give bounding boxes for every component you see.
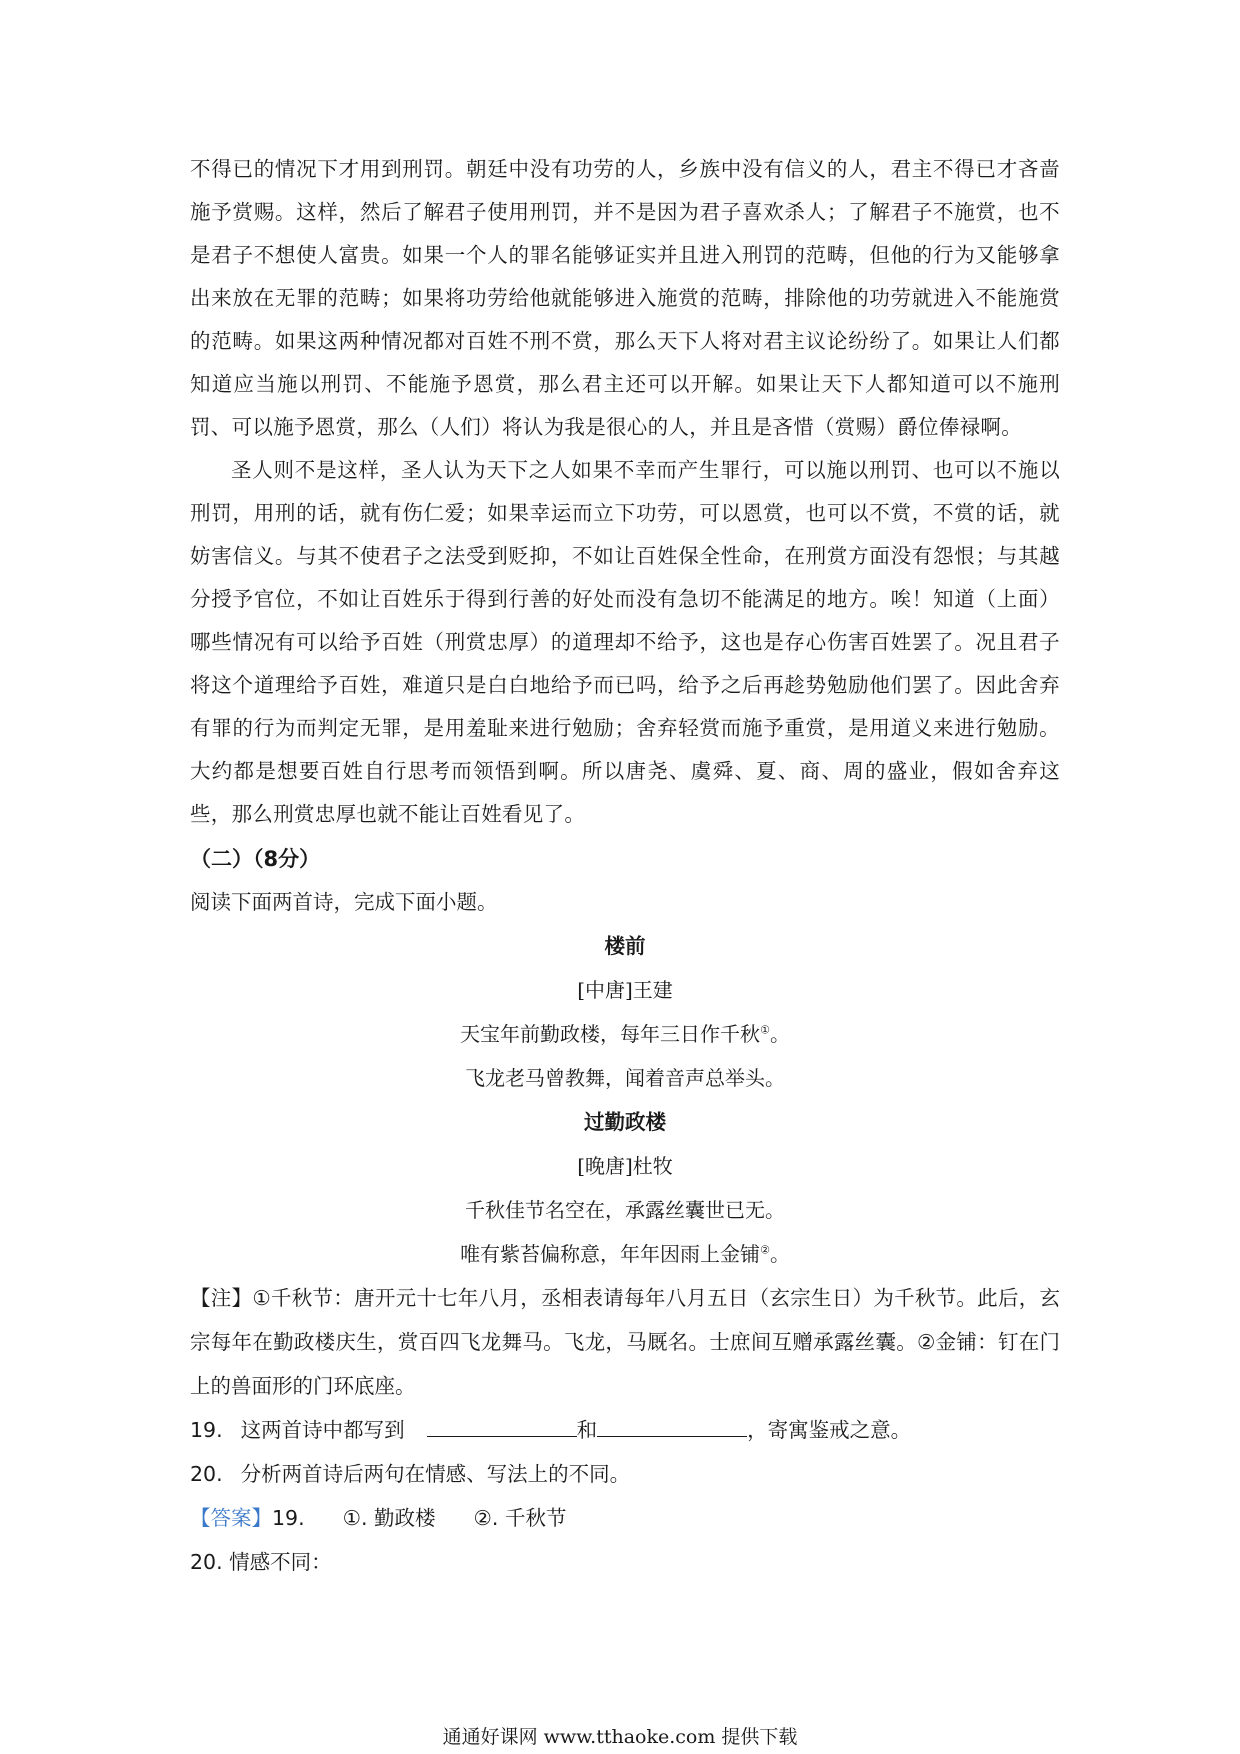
poem-line: 天宝年前勤政楼，每年三日作千秋①。 xyxy=(460,1022,790,1046)
answer-blank xyxy=(597,1416,747,1437)
prose-paragraph-2: 圣人则不是这样，圣人认为天下之人如果不幸而产生罪行，可以施以刑罚、也可以不施以刑罚，用刑的话，就有伤仁爱；如果幸运而立下功劳，可以恩赏，也可以不赏，不赏的话，就妨害信义。与其不使君子之法受到贬抑，不如让百姓保全性命，在刑赏方面没有怨恨；与其越分授予官位，不如让百姓乐于得到行善的好处而没有急切不能满足的地方。唉！知道（上面）哪些情况有可以给予百姓（刑赏忠厚）的道理却不给予，这也是存心伤害百姓罢了。况且君子将这个道理给予百姓，难道只是白白地给予而已吗，给予之后再趁势勉励他们罢了。因此舍弃有罪的行为而判定无罪，是用羞耻来进行勉励；舍弃轻赏而施予重赏，是用道义来进行勉励。大约都是想要百姓自行思考而领悟到啊。所以唐尧、虞舜、夏、商、周的盛业，假如舍弃这些，那么刑赏忠厚也就不能让百姓看见了。 xyxy=(190,458,1060,826)
prose-paragraph-1: 不得已的情况下才用到刑罚。朝廷中没有功劳的人，乡族中没有信义的人，君主不得已才吝啬施予赏赐。这样，然后了解君子使用刑罚，并不是因为君子喜欢杀人；了解君子不施赏，也不是君子不想使人富贵。如果一个人的罪名能够证实并且进入刑罚的范畴，但他的行为又能够拿出来放在无罪的范畴；如果将功劳给他就能够进入施赏的范畴，排除他的功劳就进入不能施赏的范畴。如果这两种情况都对百姓不刑不赏，那么天下人将对君主议论纷纷了。如果让人们都知道应当施以刑罚、不能施予恩赏，那么君主还可以开解。如果让天下人都知道可以不施刑罚、可以施予恩赏，那么（人们）将认为我是很心的人，并且是吝惜（赏赐）爵位俸禄啊。 xyxy=(190,157,1060,439)
reading-instruction: 阅读下面两首诗，完成下面小题。 xyxy=(190,890,498,914)
page-footer: 通通好课网 www.tthaoke.com 提供下载 xyxy=(442,1726,798,1748)
poem-author: [中唐]王建 xyxy=(577,978,673,1002)
poem-2 xyxy=(190,1100,1060,1276)
poem-author: [晚唐]杜牧 xyxy=(577,1154,673,1178)
poem-title: 楼前 xyxy=(604,934,646,958)
answer-blank xyxy=(427,1416,577,1437)
poem-line: 千秋佳节名空在，承露丝囊世已无。 xyxy=(465,1198,785,1222)
answer-20-heading: 20. 情感不同： xyxy=(190,1550,332,1574)
translation-prose xyxy=(190,148,1060,836)
footnote-mark: ① xyxy=(760,1023,770,1037)
poem-annotation: 【注】①千秋节：唐开元十七年八月，丞相表请每年八月五日（玄宗生日）为千秋节。此后，玄宗每年在勤政楼庆生，赏百四飞龙舞马。飞龙，马厩名。士庶间互赠承露丝囊。②金铺：钉在门上的兽面形的门环底座。 xyxy=(190,1286,1060,1398)
question-20: 20. 分析两首诗后两句在情感、写法上的不同。 xyxy=(190,1462,631,1486)
answer-tag: 【答案】 xyxy=(190,1506,272,1530)
footnote-mark: ② xyxy=(760,1243,770,1257)
poem-line: 唯有紫苔偏称意，年年因雨上金铺②。 xyxy=(460,1242,790,1266)
question-19: 19. 这两首诗中都写到 和 ，寄寓鉴戒之意。 xyxy=(190,1418,912,1442)
answer-19: 【答案】19. ①. 勤政楼 ②. 千秋节 xyxy=(190,1506,567,1530)
poem-title: 过勤政楼 xyxy=(584,1110,666,1134)
document-content xyxy=(190,148,1060,1584)
section-heading: （二）（8分） xyxy=(190,847,321,871)
poem-1 xyxy=(190,924,1060,1100)
poem-line: 飞龙老马曾教舞，闻着音声总举头。 xyxy=(465,1066,785,1090)
